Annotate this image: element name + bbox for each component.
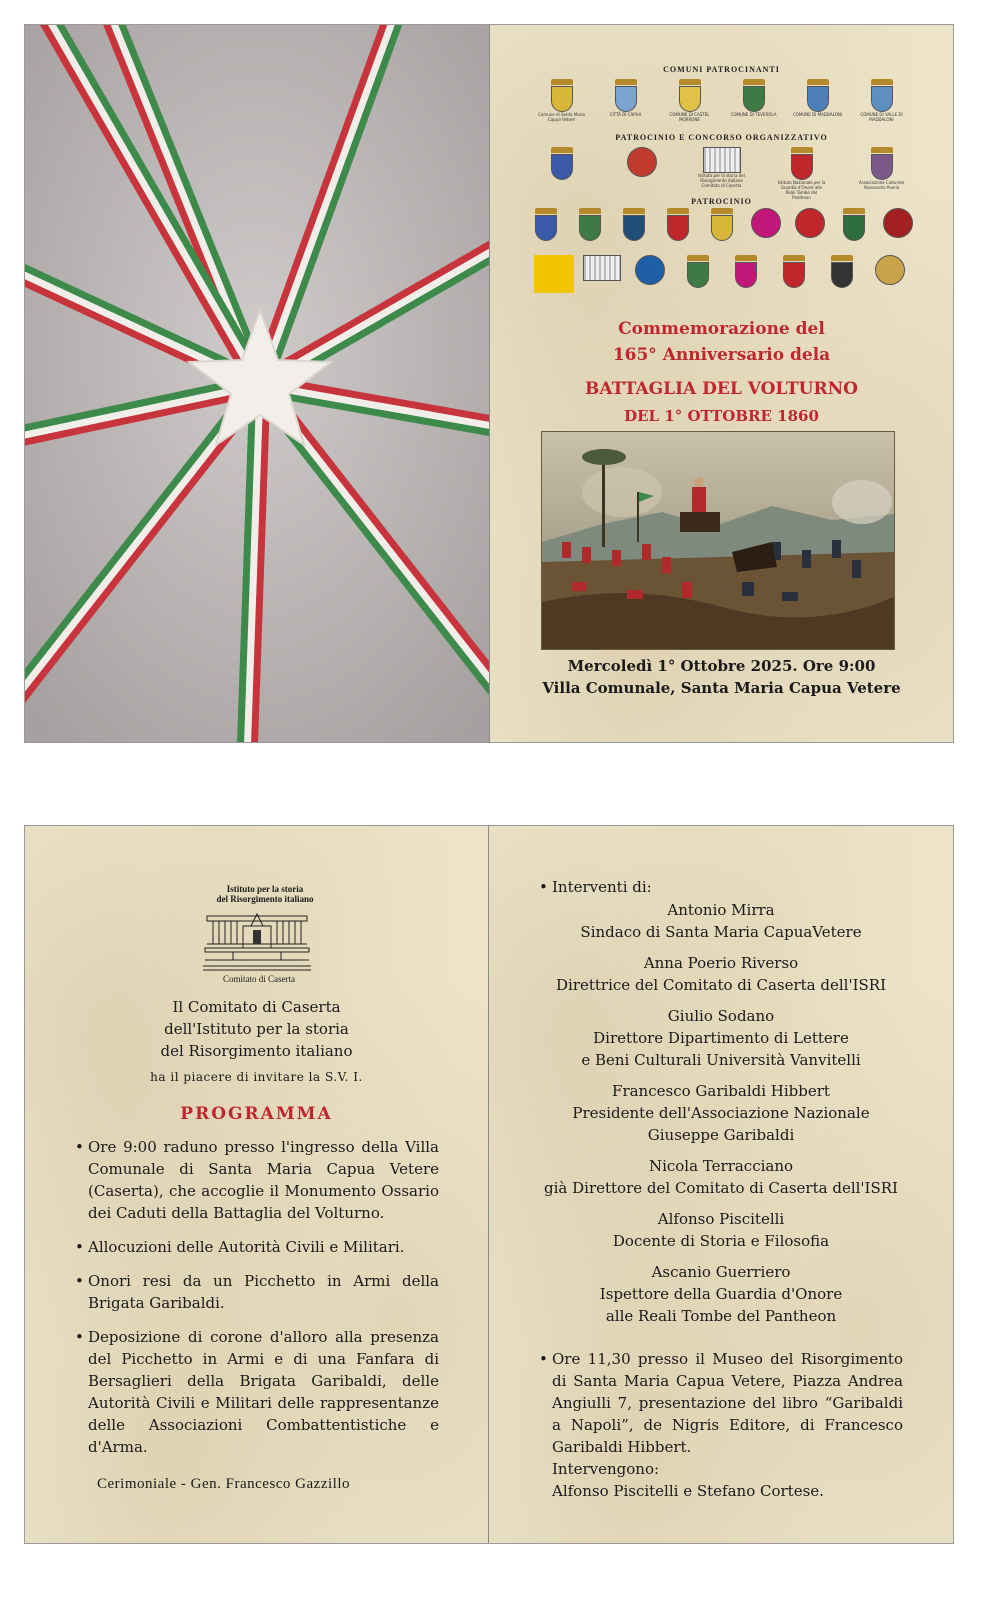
speaker-role: e Beni Culturali Università Vanvitelli (581, 1051, 861, 1069)
title-commemorazione: Commemorazione del (618, 319, 825, 339)
globe-icon (629, 255, 671, 293)
crest-icon (857, 147, 907, 200)
savoy-cross-icon (777, 147, 827, 200)
crest-icon (821, 255, 863, 293)
patrocinio-logos-row-1 (490, 208, 953, 241)
monument-icon (697, 147, 747, 200)
patrocinio-logos-row-2 (490, 255, 953, 293)
coat-of-arms-icon (537, 147, 587, 200)
book-presentation-item (539, 1348, 903, 1458)
speaker-role: Direttrice del Comitato di Caserta dell'ISRI (556, 976, 886, 994)
coat-of-arms-icon (665, 79, 715, 122)
monument-icon (203, 908, 311, 972)
book-presentation-text: Ore 11,30 presso il Museo del Risorgimento di Santa Maria Capua Vetere, Piazza Andrea Angiulli 7, presentazione del libro “Garibaldi a Napoli”, de Nigris Editore, di Francesco Garibaldi Hibbert. (552, 1350, 903, 1456)
program-item: • Onori resi da un Picchetto in Armi della Brigata Garibaldi. (75, 1270, 439, 1314)
portrait-medal-icon (617, 147, 667, 200)
coat-of-arms-icon (793, 79, 843, 122)
coat-of-arms-icon (857, 79, 907, 122)
program-item: • Deposizione di corone d'alloro alla presenza del Picchetto in Armi e di una Fanfara di Bersaglieri della Brigata Garibaldi, delle Autorità Civili e Militari delle rappresentanze delle Associazioni Combattentistiche e d'Arma. (75, 1326, 439, 1458)
front-panel (490, 25, 953, 742)
speaker-role: alle Reali Tombe del Pantheon (605, 1307, 837, 1325)
circle-logo-icon (869, 255, 911, 293)
logo-caption: COMUNE DI TEVEROLA (730, 112, 777, 117)
intro-line2: dell'Istituto per la storia (164, 1020, 349, 1038)
badge-icon (879, 208, 917, 241)
intro-line1: Il Comitato di Caserta (172, 998, 341, 1016)
institute-logo-text (205, 884, 325, 904)
logo-caption: Istituto Nazionale per la Guardia d'Onore alle Reali Tombe del Pantheon (777, 180, 826, 200)
badge-icon (791, 208, 829, 241)
logo-caption: Comune di Santa Maria Capua Vetere (538, 112, 585, 122)
coat-of-arms-icon (729, 79, 779, 122)
speaker-name: Giulio Sodano (667, 1007, 775, 1025)
comuni-logos-row (490, 79, 953, 122)
event-place: Villa Comunale, Santa Maria Capua Vetere (542, 679, 901, 697)
speaker-role: già Direttore del Comitato di Caserta dell'ISRI (544, 1179, 898, 1197)
tree-icon (571, 208, 609, 241)
shield-icon (615, 208, 653, 241)
institute-logo-foot: Comitato di Caserta (223, 974, 295, 984)
mountain-icon (677, 255, 719, 293)
logo-caption: COMUNE DI VALLE DI MADDALONI (860, 112, 903, 122)
intro-line4: ha il piacere di invitare la S.V. I. (150, 1070, 363, 1084)
inside-left-panel (25, 826, 488, 1543)
cerimoniale-credit: Cerimoniale - Gen. Francesco Gazzillo (97, 1476, 350, 1492)
title-battaglia: BATTAGLIA DEL VOLTURNO (585, 379, 858, 399)
header-comuni-patrocinanti: COMUNI PATROCINANTI (663, 65, 780, 74)
speaker-entry (489, 1080, 953, 1146)
logo-caption: Istituto per la storia del Risorgimento italiano Comitato di Caserta (698, 173, 745, 188)
speaker-name: Ascanio Guerriero (651, 1263, 791, 1281)
program-item: • Ore 9:00 raduno presso l'ingresso della Villa Comunale di Santa Maria Capua Vetere (Caserta), che accoglie il Monumento Ossario dei Caduti della Battaglia del Volturno. (75, 1136, 439, 1224)
institute-logo-line1: Istituto per la storia (226, 884, 304, 894)
speaker-role: Presidente dell'Associazione Nazionale (572, 1104, 870, 1122)
speaker-name: Francesco Garibaldi Hibbert (612, 1082, 830, 1100)
speaker-entry (489, 1208, 953, 1252)
intervengono-names: Alfonso Piscitelli e Stefano Cortese. (552, 1482, 824, 1500)
coat-of-arms-icon (601, 79, 651, 122)
logo-caption: COMUNE DI CASTEL MORRONE (669, 112, 710, 122)
university-logo-icon (533, 255, 575, 293)
speaker-name: Nicola Terracciano (648, 1157, 794, 1175)
title-anniversario: 165° Anniversario dela (612, 345, 831, 365)
inside-right-panel (489, 826, 953, 1543)
title-date: DEL 1° OTTOBRE 1860 (624, 407, 819, 425)
speaker-entry (489, 899, 953, 943)
speaker-role: Direttore Dipartimento di Lettere (593, 1029, 849, 1047)
badge-icon (747, 208, 785, 241)
cover-panel (25, 25, 489, 742)
program-item: • Allocuzioni delle Autorità Civili e Militari. (75, 1236, 439, 1258)
intro-line3: del Risorgimento italiano (160, 1042, 353, 1060)
crest-icon (659, 208, 697, 241)
programma-heading: PROGRAMMA (180, 1104, 333, 1124)
speaker-role: Docente di Storia e Filosofia (612, 1232, 830, 1250)
logo-caption: COMUNE DI MADDALONI (792, 112, 843, 117)
speaker-role: Sindaco di Santa Maria CapuaVetere (580, 923, 862, 941)
coat-of-arms-icon (537, 79, 587, 122)
battle-painting (541, 431, 895, 650)
event-date: Mercoledì 1° Ottobre 2025. Ore 9:00 (567, 657, 876, 675)
speaker-entry (489, 1005, 953, 1071)
speakers-list (489, 899, 953, 1336)
speaker-role: Ispettore della Guardia d'Onore (599, 1285, 843, 1303)
museum-logo-icon (725, 255, 767, 293)
intervengono-label: Intervengono: (552, 1460, 660, 1478)
building-icon (581, 255, 623, 293)
speaker-entry (489, 1155, 953, 1199)
leaf-icon (773, 255, 815, 293)
program-list (75, 1136, 439, 1470)
institute-logo-line2: del Risorgimento italiano (216, 894, 314, 904)
speaker-role: Giuseppe Garibaldi (647, 1126, 795, 1144)
speaker-name: Anna Poerio Riverso (643, 954, 799, 972)
speaker-entry (489, 952, 953, 996)
tricolor-star-illustration (25, 25, 489, 742)
crest-icon (527, 208, 565, 241)
crest-icon (703, 208, 741, 241)
interventi-heading-list (539, 876, 919, 898)
logo-caption: CITTÀ DI CAPUA (609, 112, 642, 117)
header-concorso-organizzativo: PATROCINIO E CONCORSO ORGANIZZATIVO (615, 133, 828, 142)
book-presentation-list (539, 1348, 903, 1458)
logo-caption: Associazione Culturale Alessandro Poerio (858, 180, 905, 190)
speaker-name: Alfonso Piscitelli (657, 1210, 785, 1228)
header-patrocinio: PATROCINIO (691, 197, 752, 206)
interventi-label: • Interventi di: (539, 876, 919, 898)
speaker-entry (489, 1261, 953, 1327)
speaker-name: Antonio Mirra (667, 901, 775, 919)
crest-icon (835, 208, 873, 241)
concorso-logos-row (490, 147, 953, 200)
